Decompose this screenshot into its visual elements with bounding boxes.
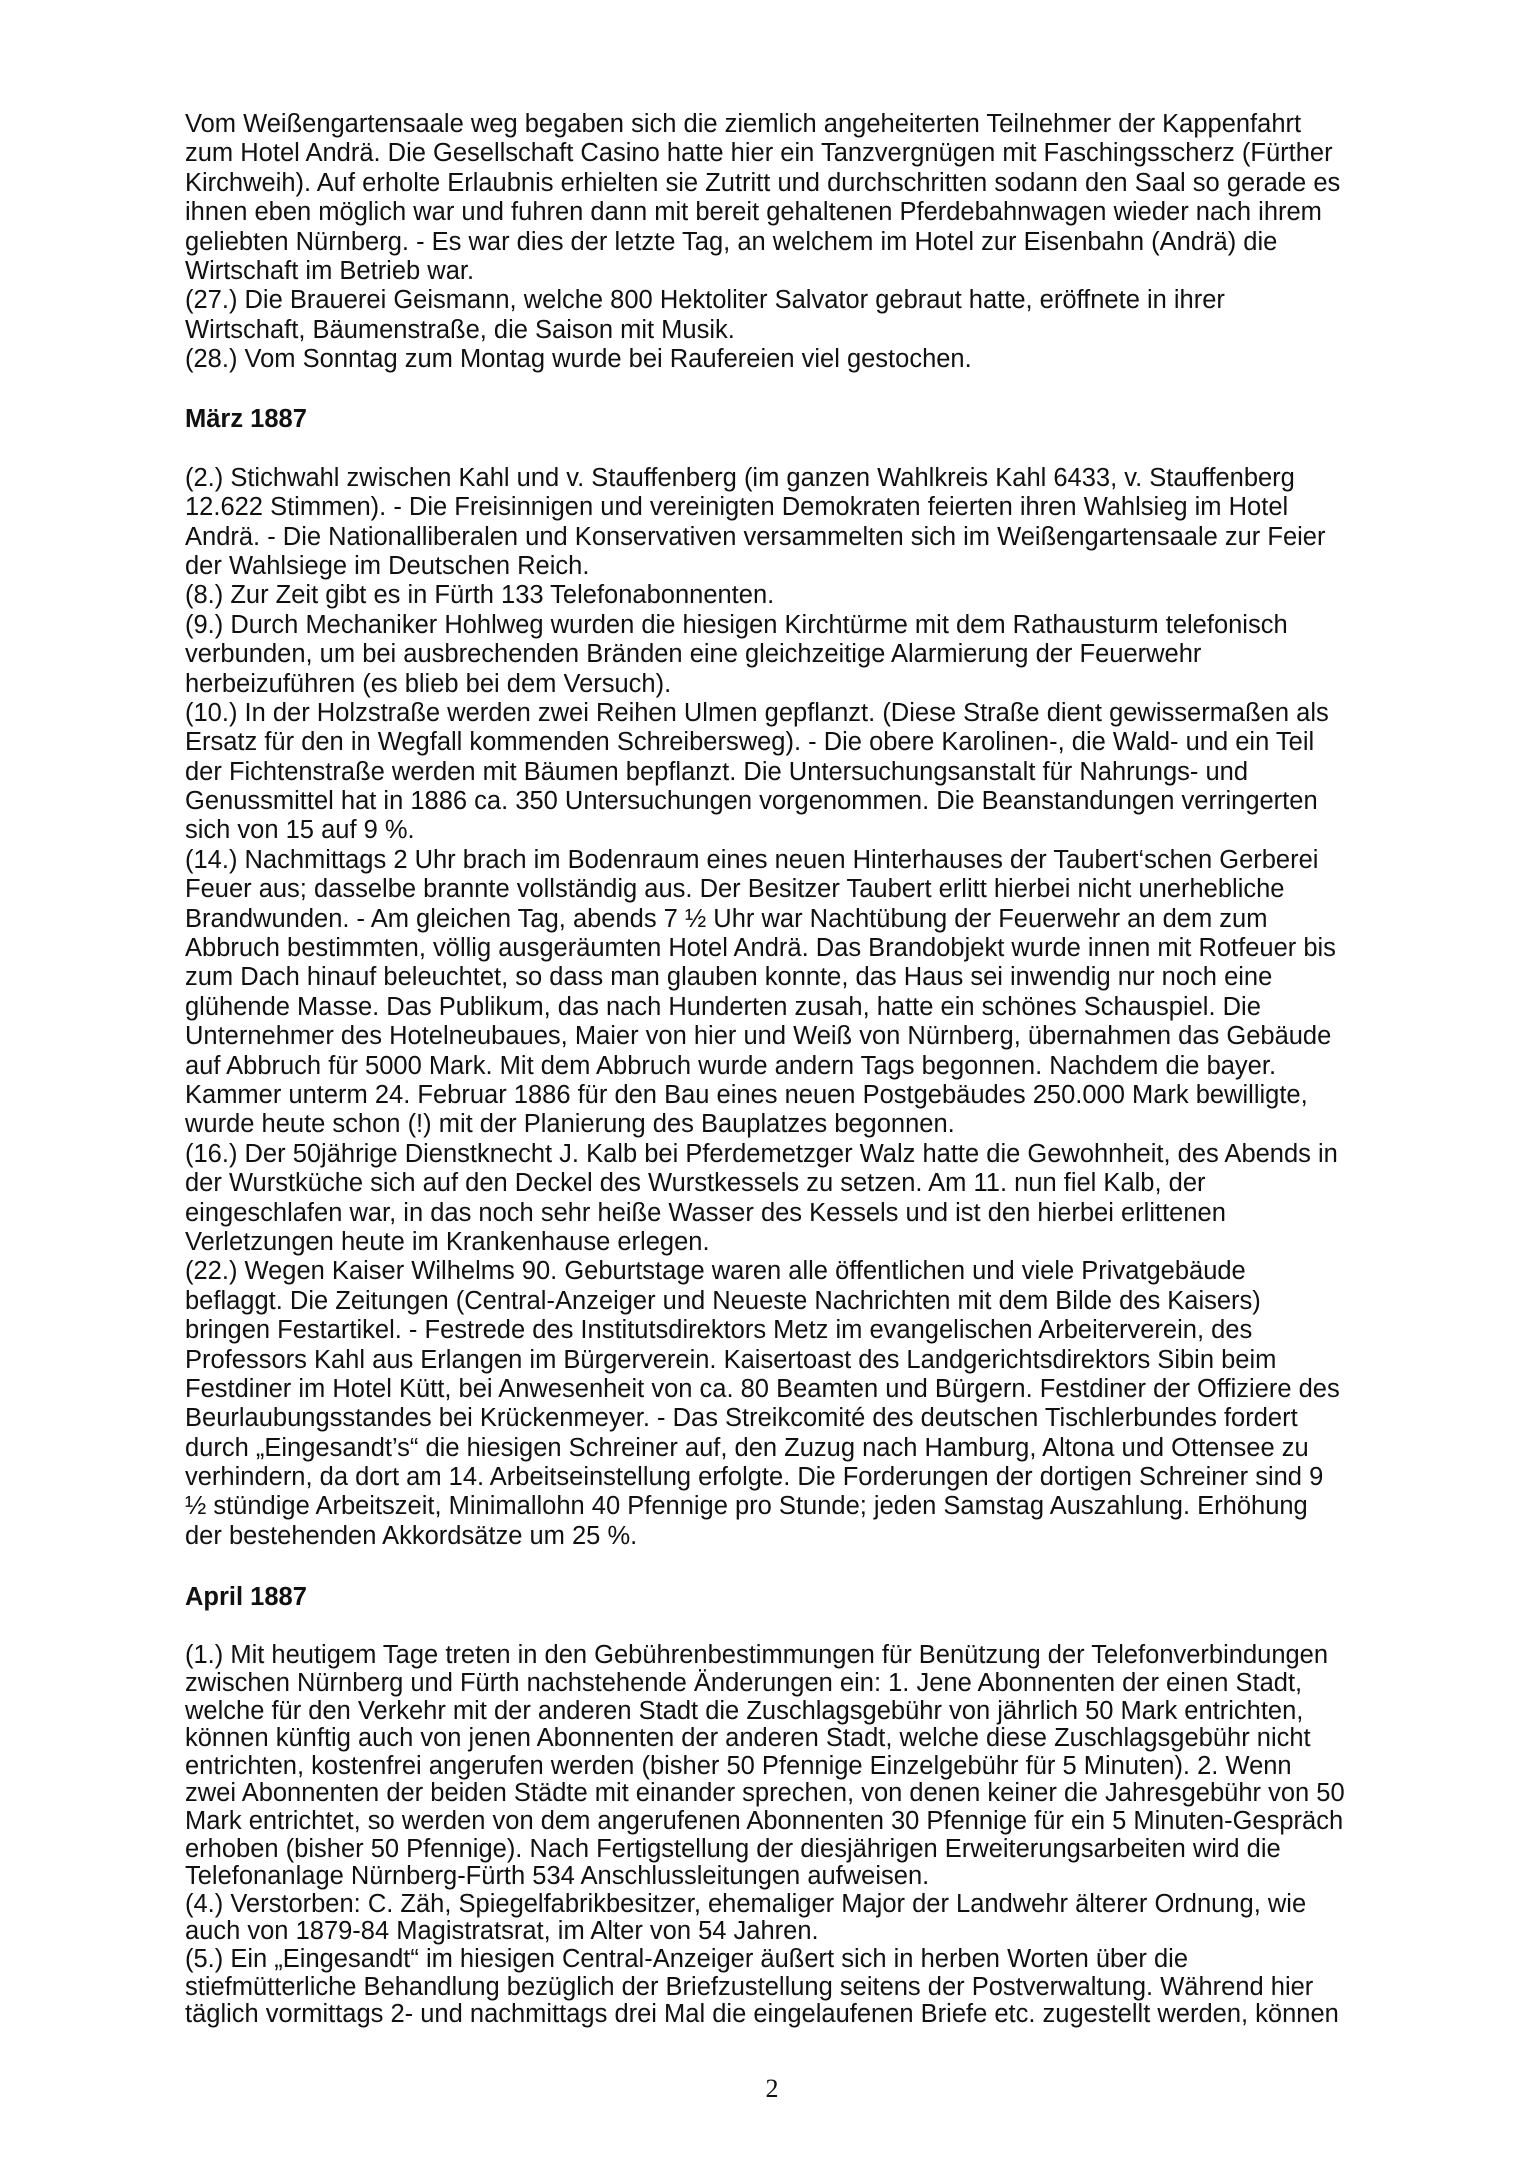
text-line: (22.) Wegen Kaiser Wilhelms 90. Geburtstage waren alle öffentlichen und viele Privatgebäude <box>185 1257 1246 1286</box>
text-line: zwischen Nürnberg und Fürth nachstehende Änderungen ein: 1. Jene Abonnenten der einen Stadt, <box>185 1668 1303 1697</box>
text-line: der Fichtenstraße werden mit Bäumen bepflanzt. Die Untersuchungsanstalt für Nahrungs- und <box>185 757 1249 786</box>
section-maerz-1887 <box>185 405 1385 1551</box>
text-line: entrichten, kostenfrei angerufen werden (bisher 50 Pfennige Einzelgebühr für 5 Minuten). 2. Wenn <box>185 1751 1292 1780</box>
text-line: verbunden, um bei ausbrechenden Bränden eine gleichzeitige Alarmierung der Feuerwehr <box>185 640 1202 669</box>
text-line: (10.) In der Holzstraße werden zwei Reihen Ulmen gepflanzt. (Diese Straße dient gewissermaßen als <box>185 698 1329 727</box>
text-line: (27.) Die Brauerei Geismann, welche 800 Hektoliter Salvator gebraut hatte, eröffnete in ihrer <box>185 286 1225 315</box>
text-line: Telefonanlage Nürnberg-Fürth 534 Anschlussleitungen aufweisen. <box>185 1862 930 1891</box>
text-line: auch von 1879-84 Magistratsrat, im Alter von 54 Jahren. <box>185 1917 819 1946</box>
text-line: Andrä. - Die Nationalliberalen und Konservativen versammelten sich im Weißengartensaale zur Feier <box>185 522 1326 551</box>
text-line: Professors Kahl aus Erlangen im Bürgerverein. Kaisertoast des Landgerichtsdirektors Sibin beim <box>185 1345 1277 1374</box>
text-line: welche für den Verkehr mit der anderen Stadt die Zuschlagsgebühr von jährlich 50 Mark entrichten, <box>185 1696 1304 1725</box>
text-line: der Wurstküche sich auf den Deckel des Wurstkessels zu setzen. Am 11. nun fiel Kalb, der <box>185 1169 1206 1198</box>
text-line: können künftig auch von jenen Abonnenten der anderen Stadt, welche diese Zuschlagsgebühr nicht <box>185 1724 1311 1753</box>
text-line: der Wahlsiege im Deutschen Reich. <box>185 551 590 580</box>
text-line: Unternehmer des Hotelneubaues, Maier von hier und Weiß von Nürnberg, übernahmen das Gebäude <box>185 1022 1332 1051</box>
text-line: herbeizuführen (es blieb bei dem Versuch). <box>185 669 672 698</box>
text-line: Kirchweih). Auf erholte Erlaubnis erhielten sie Zutritt und durchschritten sodann den Saal so gerade es <box>185 168 1341 197</box>
text-line: Mark entrichtet, so werden von dem angerufenen Abonnenten 30 Pfennige für ein 5 Minuten-Gespräch <box>185 1806 1344 1835</box>
text-line: (4.) Verstorben: C. Zäh, Spiegelfabrikbesitzer, ehemaliger Major der Landwehr älterer Ordnung, wie <box>185 1889 1307 1918</box>
text-line: erhoben (bisher 50 Pfennige). Nach Fertigstellung der diesjährigen Erweiterungsarbeiten wird die <box>185 1834 1281 1863</box>
text-line: geliebten Nürnberg. - Es war dies der letzte Tag, an welchem im Hotel zur Eisenbahn (Andrä) die <box>185 227 1278 256</box>
text-line: beflaggt. Die Zeitungen (Central-Anzeiger und Neueste Nachrichten mit dem Bilde des Kaisers) <box>185 1286 1261 1315</box>
text-line: Beurlaubungsstandes bei Krückenmeyer. - Das Streikcomité des deutschen Tischlerbundes fordert <box>185 1404 1298 1433</box>
section-heading: März 1887 <box>185 405 307 433</box>
section-april-1887 <box>185 1583 1385 2029</box>
text-line: Genussmittel hat in 1886 ca. 350 Untersuchungen vorgenommen. Die Beanstandungen verringerten <box>185 787 1318 816</box>
text-line: eingeschlafen war, in das noch sehr heiße Wasser des Kessels und ist den hierbei erlittenen <box>185 1198 1226 1227</box>
text-line: sich von 15 auf 9 %. <box>185 816 415 845</box>
page-number: 2 <box>765 2074 779 2103</box>
text-line: täglich vormittags 2- und nachmittags drei Mal die eingelaufenen Briefe etc. zugestellt werden, können <box>185 2000 1339 2029</box>
text-line: (16.) Der 50jährige Dienstknecht J. Kalb bei Pferdemetzger Walz hatte die Gewohnheit, des Abends in <box>185 1139 1338 1168</box>
text-line: Feuer aus; dasselbe brannte vollständig aus. Der Besitzer Taubert erlitt hierbei nicht unerhebliche <box>185 875 1285 904</box>
text-line: zum Hotel Andrä. Die Gesellschaft Casino hatte hier ein Tanzvergnügen mit Faschingsscherz (Fürther <box>185 139 1333 168</box>
text-line: wurde heute schon (!) mit der Planierung des Bauplatzes begonnen. <box>185 1110 955 1139</box>
text-line: (2.) Stichwahl zwischen Kahl und v. Stauffenberg (im ganzen Wahlkreis Kahl 6433, v. Stauffenberg <box>185 463 1295 492</box>
text-line: (28.) Vom Sonntag zum Montag wurde bei Raufereien viel gestochen. <box>185 345 972 374</box>
text-line: ½ stündige Arbeitszeit, Minimallohn 40 Pfennige pro Stunde; jeden Samstag Auszahlung. Erhöhung <box>185 1492 1308 1521</box>
text-line: (5.) Ein „Eingesandt“ im hiesigen Central-Anzeiger äußert sich in herben Worten über die <box>185 1944 1189 1973</box>
text-line: (14.) Nachmittags 2 Uhr brach im Bodenraum eines neuen Hinterhauses der Taubert‘schen Gerberei <box>185 845 1319 874</box>
text-line: stiefmütterliche Behandlung bezüglich der Briefzustellung seitens der Postverwaltung. Während hier <box>185 1972 1314 2001</box>
text-line: (8.) Zur Zeit gibt es in Fürth 133 Telefonabonnenten. <box>185 581 775 610</box>
text-line: Brandwunden. - Am gleichen Tag, abends 7 ½ Uhr war Nachtübung der Feuerwehr an dem zum <box>185 904 1268 933</box>
text-line: 12.622 Stimmen). - Die Freisinnigen und vereinigten Demokraten feierten ihren Wahlsieg im Hotel <box>185 493 1289 522</box>
text-line: Festdiner im Hotel Kütt, bei Anwesenheit von ca. 80 Beamten und Bürgern. Festdiner der Offiziere des <box>185 1374 1340 1403</box>
text-line: verhindern, da dort am 14. Arbeitseinstellung erfolgte. Die Forderungen der dortigen Schreiner sind 9 <box>185 1463 1324 1492</box>
text-line: Wirtschaft, Bäumenstraße, die Saison mit Musik. <box>185 315 735 344</box>
text-line: Vom Weißengartensaale weg begaben sich die ziemlich angeheiterten Teilnehmer der Kappenfahrt <box>185 110 1302 138</box>
text-line: Ersatz für den in Wegfall kommenden Schreibersweg). - Die obere Karolinen-, die Wald- und ein Teil <box>185 728 1315 757</box>
text-line: Abbruch bestimmten, völlig ausgeräumten Hotel Andrä. Das Brandobjekt wurde innen mit Rotfeuer bis <box>185 934 1336 963</box>
text-line: Wirtschaft im Betrieb war. <box>185 256 475 285</box>
text-line: auf Abbruch für 5000 Mark. Mit dem Abbruch wurde andern Tags begonnen. Nachdem die bayer. <box>185 1051 1277 1080</box>
text-line: (9.) Durch Mechaniker Hohlweg wurden die hiesigen Kirchtürme mit dem Rathausturm telefonisch <box>185 610 1288 639</box>
text-line: glühende Masse. Das Publikum, das nach Hunderten zusah, hatte ein schönes Schauspiel. Die <box>185 992 1261 1021</box>
text-line: bringen Festartikel. - Festrede des Institutsdirektors Metz im evangelischen Arbeiterverein, des <box>185 1316 1253 1345</box>
section-february-continued <box>185 110 1385 375</box>
text-line: (1.) Mit heutigem Tage treten in den Gebührenbestimmungen für Benützung der Telefonverbindungen <box>185 1641 1329 1670</box>
text-line: Kammer unterm 24. Februar 1886 für den Bau eines neuen Postgebäudes 250.000 Mark bewilligte, <box>185 1080 1308 1109</box>
section-heading: April 1887 <box>185 1583 307 1611</box>
text-line: ihnen eben möglich war und fuhren dann mit bereit gehaltenen Pferdebahnwagen wieder nach ihrem <box>185 198 1322 227</box>
text-line: zwei Abonnenten der beiden Städte mit einander sprechen, von denen keiner die Jahresgebühr von 50 <box>185 1779 1345 1808</box>
text-line: durch „Eingesandt’s“ die hiesigen Schreiner auf, den Zuzug nach Hamburg, Altona und Ottensee zu <box>185 1433 1309 1462</box>
text-line: der bestehenden Akkordsätze um 25 %. <box>185 1521 638 1550</box>
text-line: Verletzungen heute im Krankenhause erlegen. <box>185 1227 710 1256</box>
text-line: zum Dach hinauf beleuchtet, so dass man glauben konnte, das Haus sei inwendig nur noch eine <box>185 963 1273 992</box>
